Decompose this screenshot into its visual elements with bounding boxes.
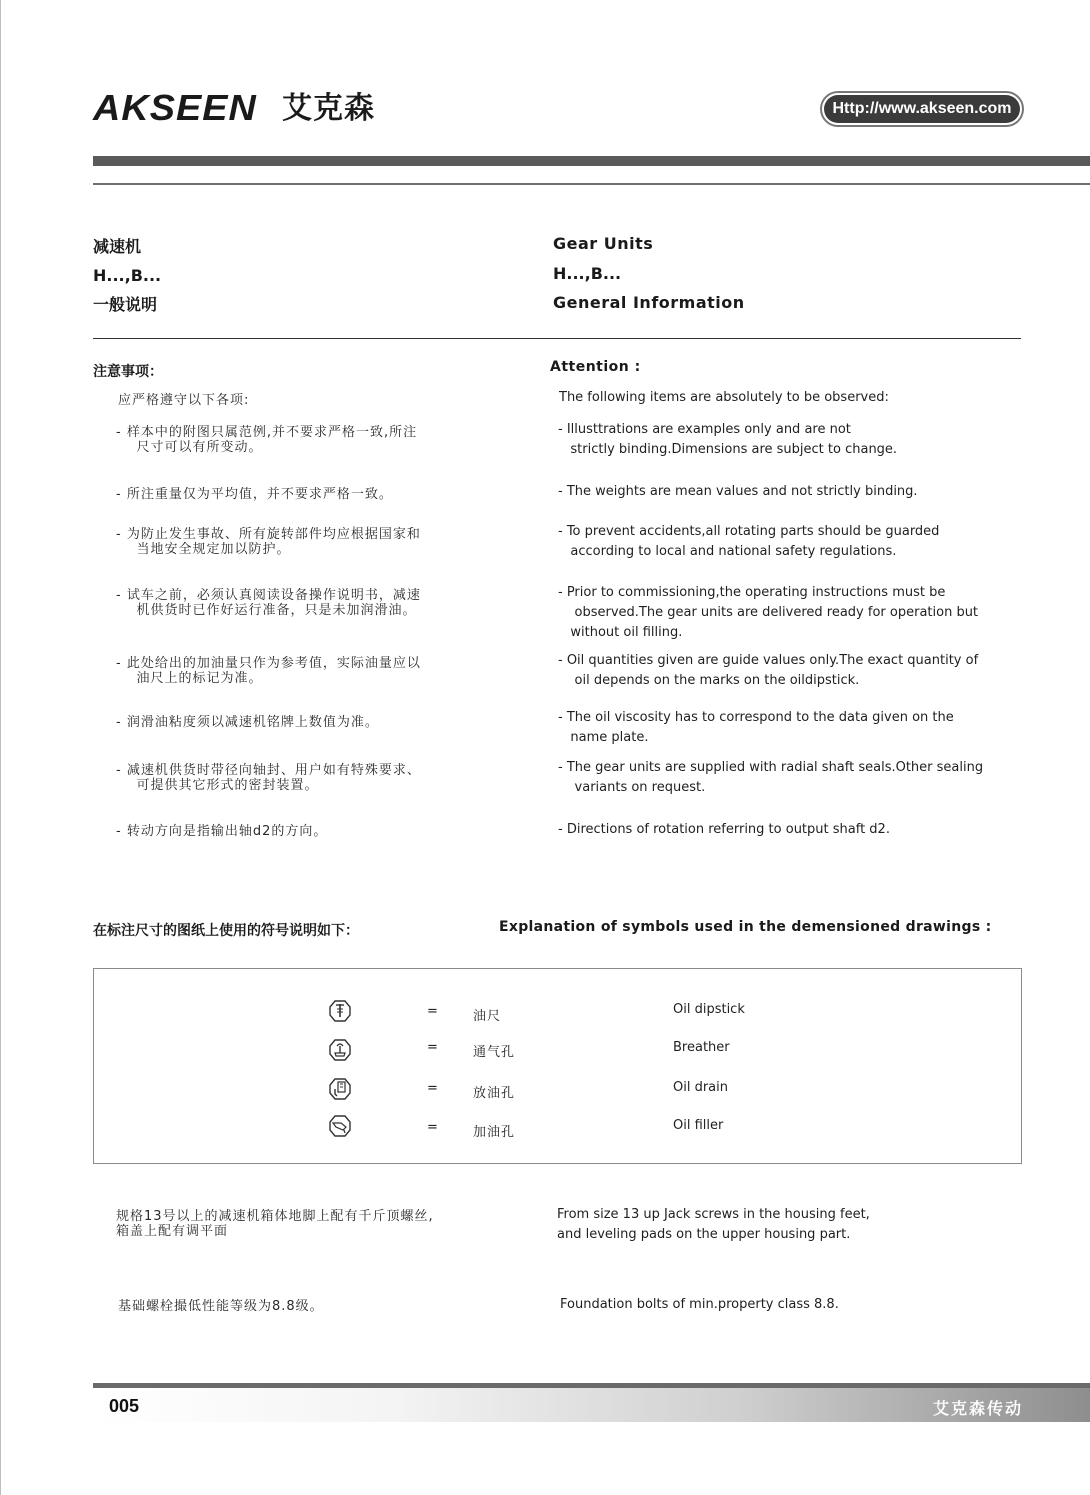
title-cn-line-1: 减速机 <box>93 237 142 256</box>
item-line: 油尺上的标记为准。 <box>116 671 263 686</box>
attention-item-en <box>558 420 897 460</box>
footer-brand-cn: 艾克森传动 <box>933 1399 1024 1418</box>
equals-sign: = <box>427 1120 438 1135</box>
jack-screws-note-en <box>557 1205 870 1245</box>
item-line: - Illusttrations are examples only and are not <box>558 422 851 437</box>
bolts-note-cn: 基础螺栓撮低性能等级为8.8级。 <box>118 1299 324 1314</box>
attention-item-en <box>558 708 954 748</box>
website-url-text: Http://www.akseen.com <box>824 95 1020 123</box>
item-line: name plate. <box>558 730 649 745</box>
item-line: - The oil viscosity has to correspond to the data given on the <box>558 710 954 725</box>
attention-item-en <box>558 820 890 840</box>
website-link[interactable] <box>820 91 1024 127</box>
equals-sign: = <box>427 1004 438 1019</box>
attention-item-cn <box>116 588 421 618</box>
breather-icon <box>328 1038 352 1066</box>
item-line: without oil filling. <box>558 625 683 640</box>
symbols-heading-en: Explanation of symbols used in the demensioned drawings : <box>499 919 992 935</box>
page-edge-line <box>0 0 1 1495</box>
symbol-label-en: Breather <box>673 1040 730 1055</box>
item-line: - 样本中的附图只属范例,并不要求严格一致,所注 <box>116 425 418 440</box>
equals-sign: = <box>427 1040 438 1055</box>
attention-item-en <box>558 522 939 562</box>
item-line: - 所注重量仅为平均值，并不要求严格一致。 <box>116 487 393 502</box>
item-line: observed.The gear units are delivered ready for operation but <box>558 605 979 620</box>
title-en-line-3: General Information <box>553 293 745 312</box>
item-line: 当地安全规定加以防护。 <box>116 542 291 557</box>
symbol-label-en: Oil filler <box>673 1118 724 1133</box>
attention-item-cn <box>116 715 379 730</box>
oil-dipstick-icon <box>328 999 352 1027</box>
item-line: - Prior to commissioning,the operating instructions must be <box>558 585 946 600</box>
note-line: 规格13号以上的减速机箱体地脚上配有千斤顶螺丝, <box>116 1209 434 1224</box>
symbols-heading-cn: 在标注尺寸的图纸上使用的符号说明如下： <box>93 923 359 939</box>
oil-drain-icon <box>328 1077 352 1105</box>
attention-item-cn <box>116 763 421 793</box>
item-line: - 试车之前，必须认真阅读设备操作说明书，减速 <box>116 588 421 603</box>
note-line: and leveling pads on the upper housing part. <box>557 1227 851 1242</box>
item-line: 可提供其它形式的密封装置。 <box>116 778 319 793</box>
attention-heading-cn: 注意事项： <box>93 364 163 380</box>
item-line: - 为防止发生事故、所有旋转部件均应根据国家和 <box>116 527 421 542</box>
note-line: From size 13 up Jack screws in the housing feet, <box>557 1207 870 1222</box>
item-line: strictly binding.Dimensions are subject to change. <box>558 442 898 457</box>
symbol-label-cn: 放油孔 <box>473 1086 516 1101</box>
item-line: variants on request. <box>558 780 706 795</box>
item-line: 机供货时已作好运行准备，只是未加润滑油。 <box>116 603 417 618</box>
title-en-line-1: Gear Units <box>553 234 654 253</box>
item-line: - 减速机供货时带径向轴封、用户如有特殊要求、 <box>116 763 421 778</box>
attention-item-en <box>558 583 978 643</box>
title-cn-line-2: H...,B... <box>93 266 162 285</box>
item-line: - 此处给出的加油量只作为参考值，实际油量应以 <box>116 656 421 671</box>
item-line: oil depends on the marks on the oildipstick. <box>558 673 860 688</box>
attention-item-en <box>558 651 978 691</box>
symbol-label-en: Oil dipstick <box>673 1002 745 1017</box>
attention-item-en <box>558 482 918 502</box>
item-line: - Directions of rotation referring to output shaft d2. <box>558 822 890 837</box>
attention-item-cn <box>116 527 421 557</box>
symbols-legend-box <box>93 968 1022 1164</box>
item-line: - The weights are mean values and not strictly binding. <box>558 484 918 499</box>
page-number: 005 <box>109 1396 140 1416</box>
symbol-label-cn: 油尺 <box>473 1009 502 1024</box>
note-line: 箱盖上配有调平面 <box>116 1224 229 1239</box>
item-line: - To prevent accidents,all rotating parts should be guarded <box>558 524 940 539</box>
attention-intro-cn: 应严格遵守以下各项: <box>118 393 250 408</box>
bolts-note-en: Foundation bolts of min.property class 8.8. <box>560 1297 839 1312</box>
attention-item-cn <box>116 824 327 839</box>
symbol-label-cn: 加油孔 <box>473 1125 516 1140</box>
equals-sign: = <box>427 1081 438 1096</box>
attention-heading-en: Attention : <box>550 359 641 375</box>
title-en-line-2: H...,B... <box>553 264 622 283</box>
attention-item-cn <box>116 425 417 455</box>
title-cn-line-3: 一般说明 <box>93 295 158 314</box>
symbol-label-en: Oil drain <box>673 1080 729 1095</box>
attention-item-en <box>558 758 983 798</box>
item-line: 尺寸可以有所变动。 <box>116 440 263 455</box>
attention-item-cn <box>116 487 393 502</box>
header-rule-thick <box>93 156 1090 166</box>
item-line: according to local and national safety regulations. <box>558 544 897 559</box>
brand-logo-chinese: 艾克森 <box>282 91 375 126</box>
attention-item-cn <box>116 656 421 686</box>
title-divider <box>93 338 1021 339</box>
jack-screws-note-cn <box>116 1209 434 1239</box>
symbol-label-cn: 通气孔 <box>473 1045 516 1060</box>
item-line: - Oil quantities given are guide values only.The exact quantity of <box>558 653 979 668</box>
header-rule-thin <box>93 183 1090 185</box>
item-line: - 转动方向是指输出轴d2的方向。 <box>116 824 328 839</box>
brand-logo-text: AKSEEN <box>93 87 257 128</box>
item-line: - 润滑油粘度须以减速机铭牌上数值为准。 <box>116 715 379 730</box>
oil-filler-icon <box>328 1114 352 1142</box>
item-line: - The gear units are supplied with radial shaft seals.Other sealing <box>558 760 984 775</box>
attention-intro-en: The following items are absolutely to be observed: <box>559 390 889 405</box>
